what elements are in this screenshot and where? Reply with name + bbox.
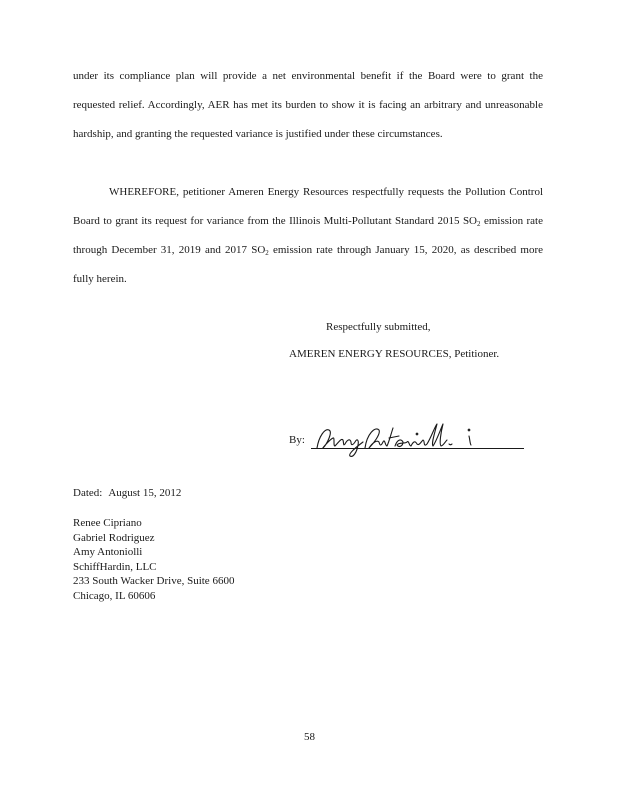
body-paragraph-1: under its compliance plan will provide a net environmental benefit if the Board were to grant the requested relief. Accordingly, AER has met its burden to show it is facing an arbitrary and unreasonable hardship, and granting the requested variance is justified under these circumstances. [73,70,543,140]
closing-salutation: Respectfully submitted, [326,321,431,333]
paragraph-2-text-b: emission rate through December 31, 2019 and 2017 SO [73,215,543,256]
address-line: Chicago, IL 60606 [73,589,156,602]
petitioner-name: AMEREN ENERGY RESOURCES, Petitioner. [289,348,500,360]
page-number: 58 [304,731,315,743]
so2-subscript-1: 2 [477,220,481,228]
body-paragraph-2 [73,178,543,294]
signature-block [289,418,529,458]
handwritten-signature [313,418,513,460]
address-line: Renee Cipriano [73,517,142,529]
so2-subscript-2: 2 [265,249,269,257]
dated-value: August 15, 2012 [108,487,182,499]
by-label: By: [289,434,305,446]
counsel-address-block [73,516,234,603]
address-line: SchiffHardin, LLC [73,560,157,573]
dated-label: Dated: [73,487,103,499]
paragraph-2-text-a: WHEREFORE, petitioner Ameren Energy Resources respectfully requests the Pollution Control Board to grant its request for variance from the Illinois Multi-Pollutant Standard 2015 SO [73,186,543,227]
address-line: 233 South Wacker Drive, Suite 6600 [73,575,235,587]
dated-line [73,487,181,499]
address-line: Amy Antoniolli [73,546,143,558]
paragraph-2-text-c: emission rate through January 15, 2020, as described more fully herein. [73,244,544,285]
address-line: Gabriel Rodriguez [73,531,155,544]
